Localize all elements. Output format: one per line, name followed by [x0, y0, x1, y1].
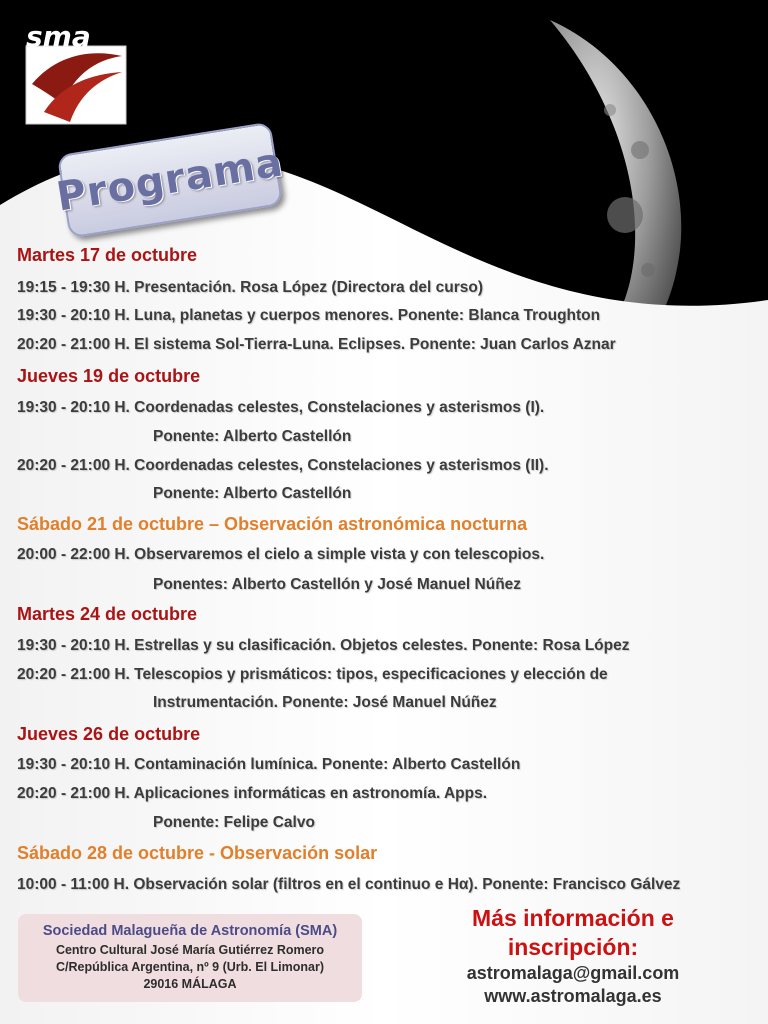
organization-place: Centro Cultural José María Gutiérrez Romero [55, 943, 325, 957]
schedule-line: 19:15 - 19:30 H. Presentación. Rosa López (Directora del curso) [17, 279, 484, 296]
schedule-line: 19:30 - 20:10 H. Luna, planetas y cuerpos menores. Ponente: Blanca Troughton [17, 307, 601, 324]
organization-name: Sociedad Malagueña de Astronomía (SMA) [42, 923, 338, 939]
day-heading: Sábado 28 de octubre - Observación solar [17, 843, 378, 863]
day-heading: Sábado 21 de octubre – Observación astronómica nocturna [17, 514, 528, 534]
schedule-line: 10:00 - 11:00 H. Observación solar (filtros en el continuo e Hα). Ponente: Francisco Gálvez [17, 876, 681, 893]
schedule-line: 20:20 - 21:00 H. Aplicaciones informáticas en astronomía. Apps. [17, 785, 488, 802]
schedule-line-speaker: Ponentes: Alberto Castellón y José Manuel Núñez [153, 576, 522, 593]
schedule-line: 20:20 - 21:00 H. Coordenadas celestes, Constelaciones y asterismos (II). [17, 457, 549, 474]
schedule-line-speaker: Ponente: Felipe Calvo [153, 814, 315, 831]
organization-city: 29016 MÁLAGA [143, 977, 237, 991]
more-info [400, 904, 746, 1008]
schedule-line: 20:20 - 21:00 H. Telescopios y prismáticos: tipos, especificaciones y elección de [17, 666, 608, 683]
more-info-title-line-1: Más información e [472, 905, 674, 931]
logo-dot [116, 112, 122, 118]
schedule-line: 20:00 - 22:00 H. Observaremos el cielo a simple vista y con telescopios. [17, 546, 545, 563]
day-heading: Martes 24 de octubre [17, 604, 198, 624]
schedule-line: 19:30 - 20:10 H. Estrellas y su clasificación. Objetos celestes. Ponente: Rosa López [17, 637, 630, 654]
schedule-line-speaker: Ponente: Alberto Castellón [153, 428, 352, 445]
organization-info-box [18, 914, 362, 1002]
day-heading: Jueves 19 de octubre [17, 366, 201, 386]
organization-street: C/República Argentina, nº 9 (Urb. El Limonar) [55, 960, 325, 974]
logo-text: sma [26, 24, 91, 53]
schedule-line: 19:30 - 20:10 H. Coordenadas celestes, Constelaciones y asterismos (I). [17, 399, 545, 416]
more-info-title-line-2: inscripción: [507, 934, 639, 960]
page-title: Programa [53, 139, 287, 221]
schedule-line: 19:30 - 20:10 H. Contaminación lumínica. Ponente: Alberto Castellón [17, 756, 521, 773]
schedule-line: 20:20 - 21:00 H. El sistema Sol-Tierra-Luna. Eclipses. Ponente: Juan Carlos Aznar [17, 336, 616, 353]
schedule-line-speaker: Ponente: Alberto Castellón [153, 485, 352, 502]
contact-email-link[interactable]: astromalaga@gmail.com [466, 963, 680, 983]
schedule-line-speaker: Instrumentación. Ponente: José Manuel Núñez [153, 694, 497, 711]
website-link[interactable]: www.astromalaga.es [484, 986, 662, 1006]
day-heading: Martes 17 de octubre [17, 245, 198, 265]
day-heading: Jueves 26 de octubre [17, 724, 201, 744]
